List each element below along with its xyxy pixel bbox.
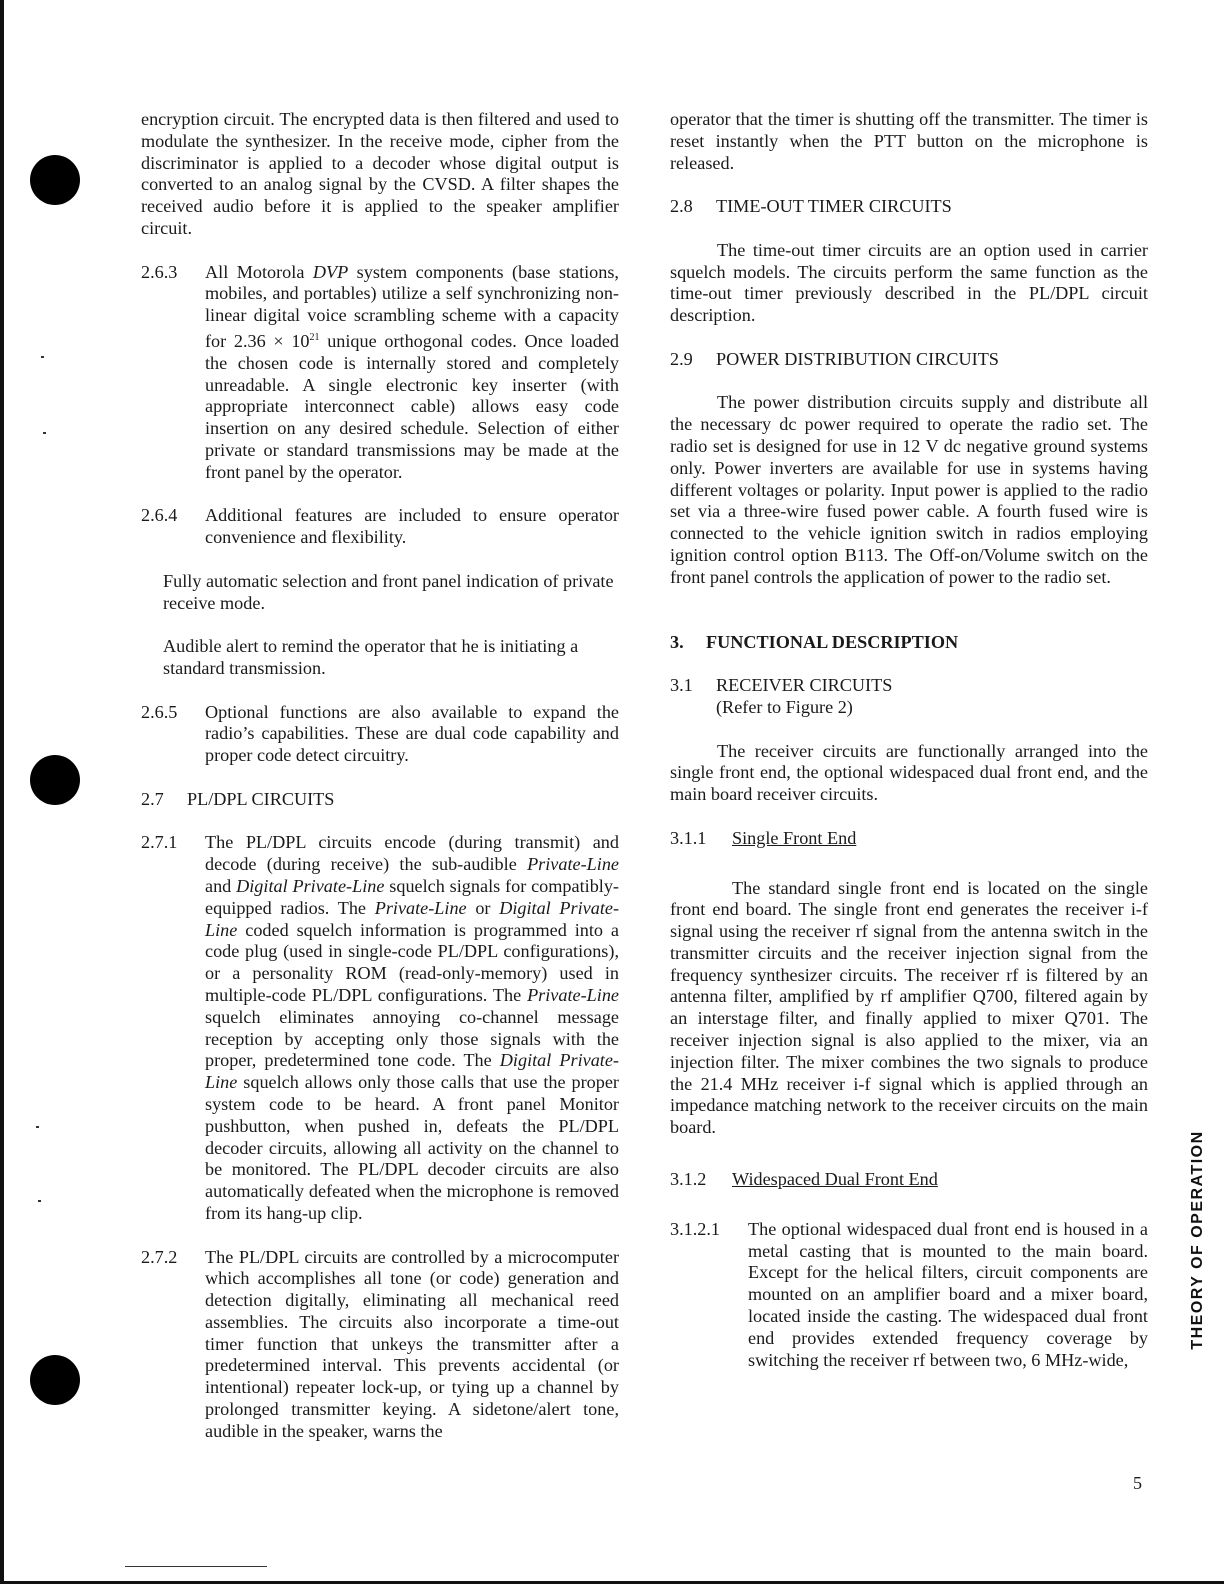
punch-hole-top <box>30 155 80 205</box>
figure-reference: (Refer to Figure 2) <box>716 696 853 717</box>
section-2-7-2: 2.7.2 The PL/DPL circuits are controlled by a microcomputer which accomplishes all tone (or code) generation and detection digitally, eliminating all mechanical reed assemblies. The circuits also incorporate a time-out timer function that unkeys the transmitter after a predetermined interval. This prevents accidental (or intentional) repeater lock-up, or tying up a channel by prolonged transmitter keying. A sidetone/alert tone, audible in the speaker, warns the <box>141 1246 619 1441</box>
section-number: 2.6.4 <box>141 505 178 526</box>
heading-3-1: 3.1 RECEIVER CIRCUITS (Refer to Figure 2) <box>670 675 893 717</box>
section-number: 2.7.1 <box>141 832 178 853</box>
paragraph-continued: operator that the timer is shutting off the transmitter. The timer is reset instantly when the PTT button on the microphone is released. <box>670 109 1148 173</box>
section-number: 2.8 <box>670 196 693 217</box>
section-2-6-5: 2.6.5 Optional functions are also available to expand the radio’s capabilities. These are dual code capability and proper code detect circuitry. <box>141 701 619 766</box>
right-column <box>670 109 1148 1371</box>
paragraph-intro: encryption circuit. The encrypted data is then filtered and used to modulate the synthesizer. In the receive mode, cipher from the discriminator is applied to a decoder whose digital output is converted to an analog signal by the CVSD. A filter shapes the received audio before it is applied to the speaker amplifier circuit. <box>141 109 619 238</box>
section-2-6-4: 2.6.4 Additional features are included to ensure operator convenience and flexibility. <box>141 505 619 548</box>
paragraph-3-1-1: The standard single front end is located on the single front end board. The single front end generates the receiver i-f signal using the receiver rf signal from the antenna switch in the transmitter circuits and the receiver injection signal from the frequency synthesizer circuits. The receiver rf is filtered by an antenna filter, amplified by rf amplifier Q700, filtered again by an interstage filter, and finally applied to mixer Q701. The receiver injection signal is also applied to the mixer, via an injection filter. The mixer combines the two signals to produce the 21.4 MHz receiver i-f signal which is applied through an impedance matching network to the receiver circuits on the main board. <box>670 877 1148 1138</box>
section-2-7-1: 2.7.1 The PL/DPL circuits encode (during transmit) and decode (during receive) the sub-audible Private-Line and Digital Private-Line squelch signals for compatibly-equipped radios. The Private-Line or Digital Private-Line coded squelch information is programmed into a code plug (used in single-code PL/DPL configurations), or a personality ROM (read-only-memory) used in multiple-code PL/DPL configurations. The Private-Line squelch eliminates annoying co-channel message reception by accepting only those signals with the proper, predetermined tone code. The Digital Private-Line squelch allows only those calls that use the proper system code to be heard. A front panel Monitor pushbutton, when pushed in, defeats the PL/DPL decoder circuits, allowing all activity on the channel to be monitored. The PL/DPL decoder circuits are also automatically defeated when the microphone is removed from its hang-up clip. <box>141 832 620 1223</box>
section-number: 2.6.5 <box>141 701 178 722</box>
section-number: 3. <box>670 631 684 652</box>
section-number: 2.6.3 <box>141 261 178 282</box>
heading-3-1-2: 3.1.2 Widespaced Dual Front End <box>670 1169 938 1190</box>
exponent: 21 <box>309 331 320 343</box>
paragraph-2-8: The time-out timer circuits are an option used in carrier squelch models. The circuits perform the same function as the time-out timer previously described in the PL/DPL circuit description. <box>670 239 1148 326</box>
section-number: 3.1.2.1 <box>670 1218 721 1239</box>
heading-2-9: 2.9 POWER DISTRIBUTION CIRCUITS <box>670 348 999 369</box>
section-number: 2.9 <box>670 348 693 369</box>
bullet-item: Fully automatic selection and front panel indication of private receive mode. <box>163 570 614 613</box>
scan-speck <box>36 1126 39 1128</box>
bullet-item: Audible alert to remind the operator that he is initiating a standard transmission. <box>163 636 579 678</box>
scan-speck <box>41 356 44 358</box>
heading-2-8: 2.8 TIME-OUT TIMER CIRCUITS <box>670 196 952 217</box>
heading-2-7: 2.7 PL/DPL CIRCUITS <box>141 788 335 809</box>
punch-hole-middle <box>30 755 80 805</box>
side-tab <box>1183 1130 1213 1350</box>
paragraph-3-1: The receiver circuits are functionally arranged into the single front end, the optional widespaced dual front end, and the main board receiver circuits. <box>670 740 1148 805</box>
section-number: 2.7.2 <box>141 1246 178 1267</box>
section-number: 3.1.2 <box>670 1169 707 1190</box>
scan-speck <box>38 1200 41 1202</box>
left-column <box>141 109 619 1443</box>
side-tab-label: THEORY OF OPERATION <box>1189 1130 1206 1350</box>
heading-3: 3. FUNCTIONAL DESCRIPTION <box>670 631 959 652</box>
section-number: 3.1 <box>670 675 693 696</box>
section-number: 2.7 <box>141 788 164 809</box>
section-2-6-3: 2.6.3 All Motorola DVP system components (base stations, mobiles, and portables) utilize a self synchronizing non-linear digital voice scrambling scheme with a capacity for $2.36 \times 10^{21}$ unique orthogonal codes. Once loaded the chosen code is internally stored and completely unreadable. A single electronic key inserter (with appropriate interconnect cable) allows easy code insertion on any desired schedule. Selection of either private or standard transmissions may be made at the front panel by the operator. <box>141 261 620 482</box>
section-3-1-2-1: 3.1.2.1 The optional widespaced dual front end is housed in a metal casting that is mounted to the main board. Except for the helical filters, circuit components are mounted on an amplifier board and a mixer board, located inside the casting. The widespaced dual front end provides extended frequency coverage by switching the receiver rf between two, 6 MHz-wide, <box>670 1218 1148 1370</box>
paragraph-2-9: The power distribution circuits supply and distribute all the necessary dc power required to operate the radio set. The radio set is designed for use in 12 V dc negative ground systems only. Power inverters are available for use in systems having different voltages or polarity. Input power is applied to the radio set via a three-wire fused power cable. A fourth fused wire is connected to the vehicle ignition switch in radios employing ignition control option B113. The Off-on/Volume switch on the front panel controls the application of power to the radio set. <box>670 392 1148 587</box>
scan-left-edge <box>0 0 4 1584</box>
footer-rule <box>125 1566 267 1567</box>
page-number: 5 <box>1133 1473 1142 1493</box>
scan-speck <box>43 432 46 434</box>
punch-hole-bottom <box>30 1355 80 1405</box>
section-number: 3.1.1 <box>670 827 707 848</box>
dvp-term: DVP <box>312 261 349 282</box>
heading-3-1-1: 3.1.1 Single Front End <box>670 827 857 848</box>
